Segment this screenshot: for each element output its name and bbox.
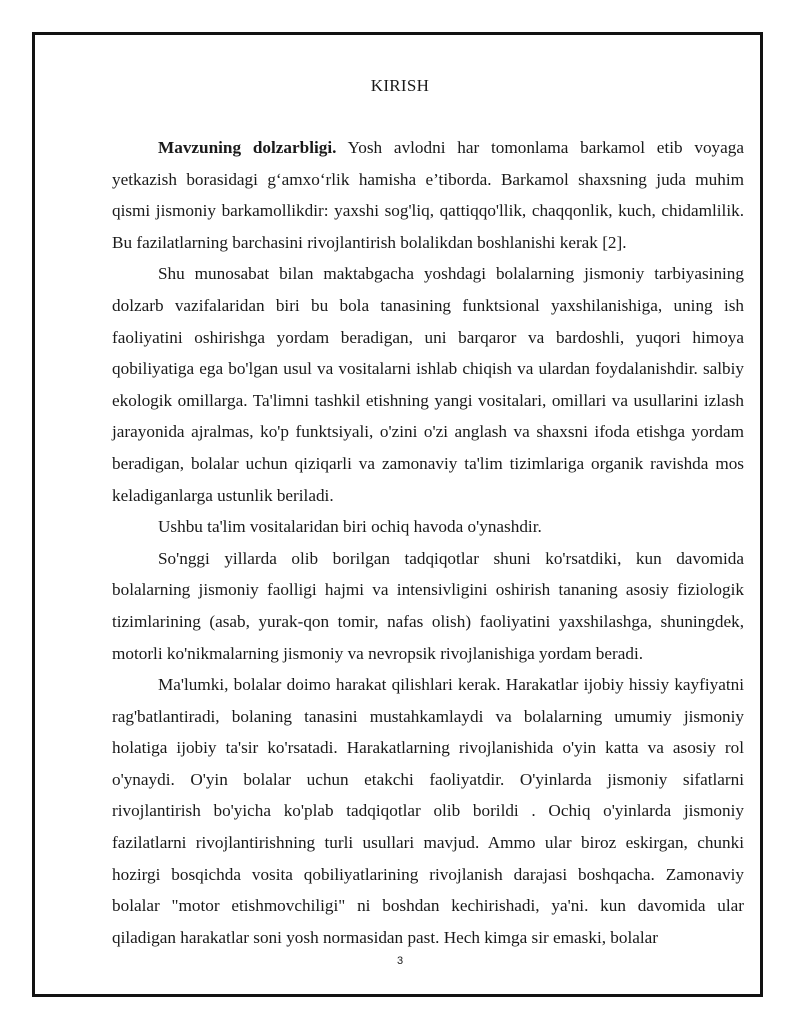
paragraph-heading: Mavzuning dolzarbligi. bbox=[158, 138, 337, 157]
paragraph-text: Yosh avlodni har tomonlama barkamol etib voyaga yetkazish borasidagi g‘amxo‘rlik hamisha e’tiborda. Barkamol shaxsning juda muhim qismi jismoniy barkamollikdir: yaxshi sog'liq, qattiqqo'llik, chaqqonlik, kuch, chidamlilik. Bu fazilatlarning barchasini rivojlantirish bolalikdan boshlanishi kerak [2]. bbox=[112, 138, 745, 252]
paragraph-outdoor-play: Ushbu ta'lim vositalaridan biri ochiq havoda o'ynashdir. bbox=[158, 517, 542, 537]
paragraph-relevance bbox=[112, 132, 744, 258]
paragraph-objectives: Shu munosabat bilan maktabgacha yoshdagi bolalarning jismoniy tarbiyasining dolzarb vazifalaridan biri bu bola tanasining funktsional yaxshilanishiga, uning ish faoliyatini oshirishga yordam beradigan, uni barqaror va bardoshli, yuqori himoya qobiliyatiga ega bo'lgan usul va vositalarni ishlab chiqish va ulardan foydalanishdir. salbiy ekologik omillarga. Ta'limni tashkil etishning yangi vositalari, omillari va usullarini izlash jarayonida ajralmas, ko'p funktsiyali, o'zini o'zi anglash va shaxsni ifoda etishga yordam beradigan, bolalar uchun qiziqarli va zamonaviy ta'lim tizimlariga organik ravishda mos keladiganlarga ustunlik beriladi. bbox=[112, 264, 744, 505]
page-number: 3 bbox=[396, 955, 404, 967]
body-text bbox=[112, 132, 744, 953]
page-title: KIRISH bbox=[370, 76, 430, 95]
paragraph-movement: Ma'lumki, bolalar doimo harakat qilishlari kerak. Harakatlar ijobiy hissiy kayfiyatni rag'batlantiradi, bolaning tanasini mustahkamlaydi va bolalarning umumiy jismoniy holatiga ijobiy ta'sir ko'rsatadi. Harakatlarning rivojlanishida o'yin katta va asosiy rol o'ynaydi. O'yin bolalar uchun etakchi faoliyatdir. O'yinlarda jismoniy sifatlarni rivojlantirish bo'yicha ko'plab tadqiqotlar olib borildi . Ochiq o'yinlarda jismoniy fazilatlarni rivojlantirishning turli usullari mavjud. Ammo ular biroz eskirgan, chunki hozirgi bosqichda vosita qobiliyatlarining rivojlanish darajasi boshqacha. Zamonaviy bolalar "motor etishmovchiligi" ni boshdan kechirishadi, ya'ni. kun davomida ular qiladigan harakatlar soni yosh normasidan past. Hech kimga sir emaski, bolalar bbox=[112, 675, 744, 947]
paragraph-research: So'nggi yillarda olib borilgan tadqiqotlar shuni ko'rsatdiki, kun davomida bolalarning jismoniy faolligi hajmi va intensivligini oshirish tananing asosiy fiziologik tizimlarining (asab, yurak-qon tomir, nafas olish) faoliyatini yaxshilashga, shuningdek, motorli ko'nikmalarning jismoniy va nevropsik rivojlanishiga yordam beradi. bbox=[112, 548, 744, 663]
